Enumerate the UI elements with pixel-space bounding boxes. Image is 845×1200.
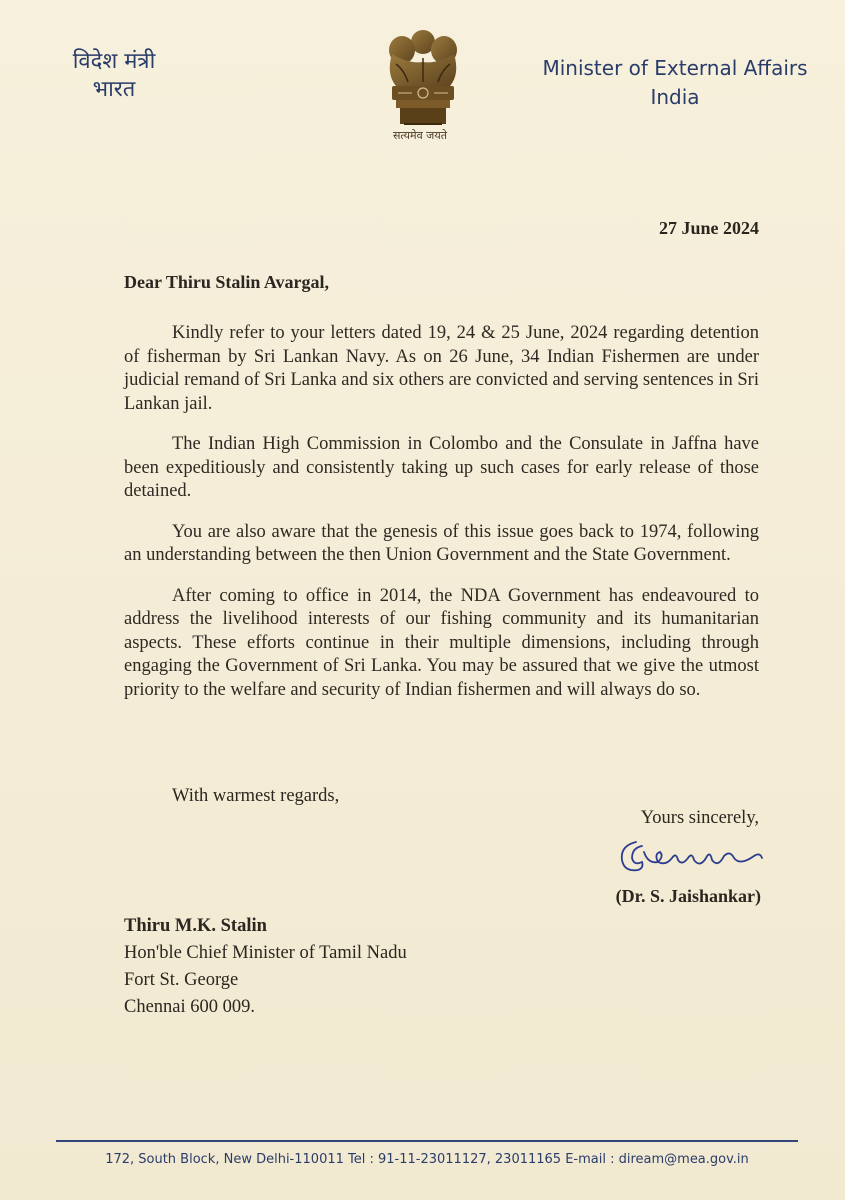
letterhead-title-line2: India (650, 85, 700, 109)
body-paragraph: After coming to office in 2014, the NDA Government has endeavoured to address the livelihood interests of our fishing community and its humanitarian aspects. These efforts continue in their multiple dimensions, including through engaging the Government of Sri Lanka. You may be assured that we give the utmost priority to the welfare and security of Indian fishermen and will always do so. (124, 585, 759, 700)
emblem-motto: सत्यमेव जयते (392, 129, 447, 142)
letter-body (124, 322, 759, 719)
body-paragraph: Kindly refer to your letters dated 19, 24 & 25 June, 2024 regarding detention of fisherman by Sri Lankan Navy. As on 26 June, 34 Indian Fishermen are under judicial remand of Sri Lanka and six others are convicted and serving sentences in Sri Lankan jail. (124, 323, 759, 414)
minister-letterhead (540, 54, 810, 112)
handwritten-signature (614, 832, 774, 882)
letter-date: 27 June 2024 (658, 218, 759, 238)
closing-regards: With warmest regards, (172, 786, 340, 806)
addressee-block (124, 913, 407, 1021)
salutation: Dear Thiru Stalin Avargal, (124, 272, 330, 292)
hindi-title-line2: भारत (92, 77, 136, 102)
footer-divider (56, 1140, 798, 1142)
valediction: Yours sincerely, (640, 808, 759, 828)
addressee-line: Fort St. George (124, 970, 239, 990)
signatory-name: (Dr. S. Jaishankar) (615, 886, 761, 906)
footer-address: 172, South Block, New Delhi-110011 Tel : 91-11-23011127, 23011165 E-mail : diream@mea.gov.in (105, 1152, 749, 1167)
hindi-letterhead (54, 48, 174, 104)
body-paragraph: The Indian High Commission in Colombo and the Consulate in Jaffna have been expeditiously and consistently taking up such cases for early release of those detained. (124, 434, 759, 501)
letterhead-title-line1: Minister of External Affairs (542, 56, 808, 80)
body-paragraph: You are also aware that the genesis of this issue goes back to 1974, following an understanding between the then Union Government and the State Government. (124, 521, 759, 565)
addressee-line: Chennai 600 009. (124, 997, 256, 1017)
addressee-name: Thiru M.K. Stalin (124, 916, 267, 936)
hindi-title-line1: विदेश मंत्री (72, 49, 156, 74)
addressee-line: Hon'ble Chief Minister of Tamil Nadu (124, 943, 407, 963)
